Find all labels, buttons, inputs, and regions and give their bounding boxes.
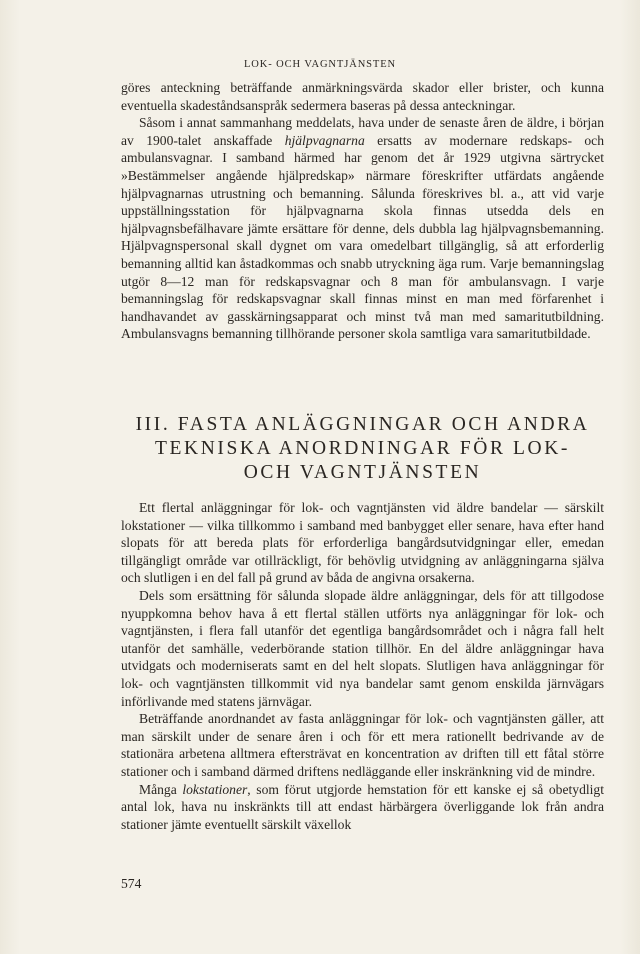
paragraph-4: Dels som ersättning för sålunda slopade äldre anläggningar, dels för att tillgodose nyuppkomna behov hava å ett flertal ställen utförts nya anläggningar för lok- och vagntjänsten, i flera fall utanför det egentliga bangårdsområdet och i några fall helt utanför det samhälle, vederbörande station tillhör. En del äldre anläggningar hava utvidgats och moderniserats samt en del helt slopats. Slutligen hava anläggningar för lok- och vagntjänsten tillkommit vid nya bandelar samt genom enskilda järnvägars införlivande med statens järnvägar.	[121, 587, 604, 709]
paragraph-1: göres anteckning beträffande anmärkningsvärda skador eller brister, och kunna eventuella skadeståndsanspråk sedermera baseras på dessa anteckningar.	[121, 80, 604, 113]
italic-term-lokstationer: lokstationer	[182, 781, 248, 797]
paragraph-5: Beträffande anordnandet av fasta anläggningar för lok- och vagntjänsten gäller, att man särskilt under de senare åren i och för ett mera rationellt bedrivande av de stationära arbetena alltmera eftersträvat en koncentration av driften till ett fåtal större stationer och i samband därmed driftens nedläggande eller inskränkning vid de mindre.	[121, 711, 604, 779]
paragraph-6	[121, 781, 604, 834]
paragraph-3: Ett flertal anläggningar för lok- och vagntjänsten vid äldre bandelar — särskilt lokstationer — vilka tillkommo i samband med banbygget eller senare, hava efter hand slopats för att bereda plats för erforderliga bangårdsutvidgningar eller, emedan tillgängligt område var otillräckligt, för behövlig utvidgning av anläggningarna själva och slutligen i en del fall på grund av båda de angivna orsakerna.	[121, 500, 604, 586]
section-heading-line-2: TEKNISKA ANORDNINGAR FÖR LOK-	[154, 438, 571, 459]
paragraph-6-part-a: Många	[139, 781, 183, 797]
paragraph-2-part-a: Såsom i annat sammanhang meddelats, hava under de senaste åren de äldre, i början av 1900-talet anskaffade	[121, 115, 604, 148]
paragraph-2	[121, 114, 604, 343]
section-heading-line-3: OCH VAGNTJÄNSTEN	[243, 462, 482, 483]
text-block-lower	[121, 499, 604, 833]
italic-term-hjalpvagnarna: hjälpvagnarna	[284, 132, 365, 148]
page-number: 574	[121, 876, 142, 891]
running-head: LOK- OCH VAGNTJÄNSTEN	[243, 59, 397, 70]
section-heading-line-1: III. FASTA ANLÄGGNINGAR OCH ANDRA	[135, 414, 590, 435]
paragraph-6-part-b: , som förut utgjorde hemstation för ett kanske ej så obetydligt antal lok, hava nu inskränkts till att endast härbärgera överliggande lok från andra stationer jämte eventuellt särskilt växellok	[121, 781, 604, 832]
section-heading	[121, 413, 604, 485]
text-block-upper	[121, 79, 604, 343]
paragraph-2-part-b: ersatts av modernare redskaps- och ambulansvagnar. I samband härmed har genom det år 1929 utgivna särtrycket »Bestämmelser angående hjälpredskap» närmare föreskrifter utfärdats angående hjälpvagnarnas utrustning och bemanning. Sålunda föreskrives bl. a., att vid varje uppställningsstation för hjälpvagnarna skola finnas utsedda dels en hjälpvagnsbefälhavare jämte ersättare för denne, dels dubbla lag hjälpvagnsbemanning. Hjälpvagnspersonal skall dygnet om vara omedelbart tillgänglig, så att erforderlig bemanning alltid kan åstadkommas och snabb utryckning äga rum. Varje bemanningslag utgör 8—12 man för redskapsvagnar och 8 man för ambulansvagn. I varje bemanningslag för redskapsvagnar skall finnas minst en man med förfarenhet i handhavandet av gasskärningsapparat och minst två man med samaritutbildning. Ambulansvagns bemanning tillhörande personer skola samtliga vara samaritutbildade.	[121, 132, 605, 342]
